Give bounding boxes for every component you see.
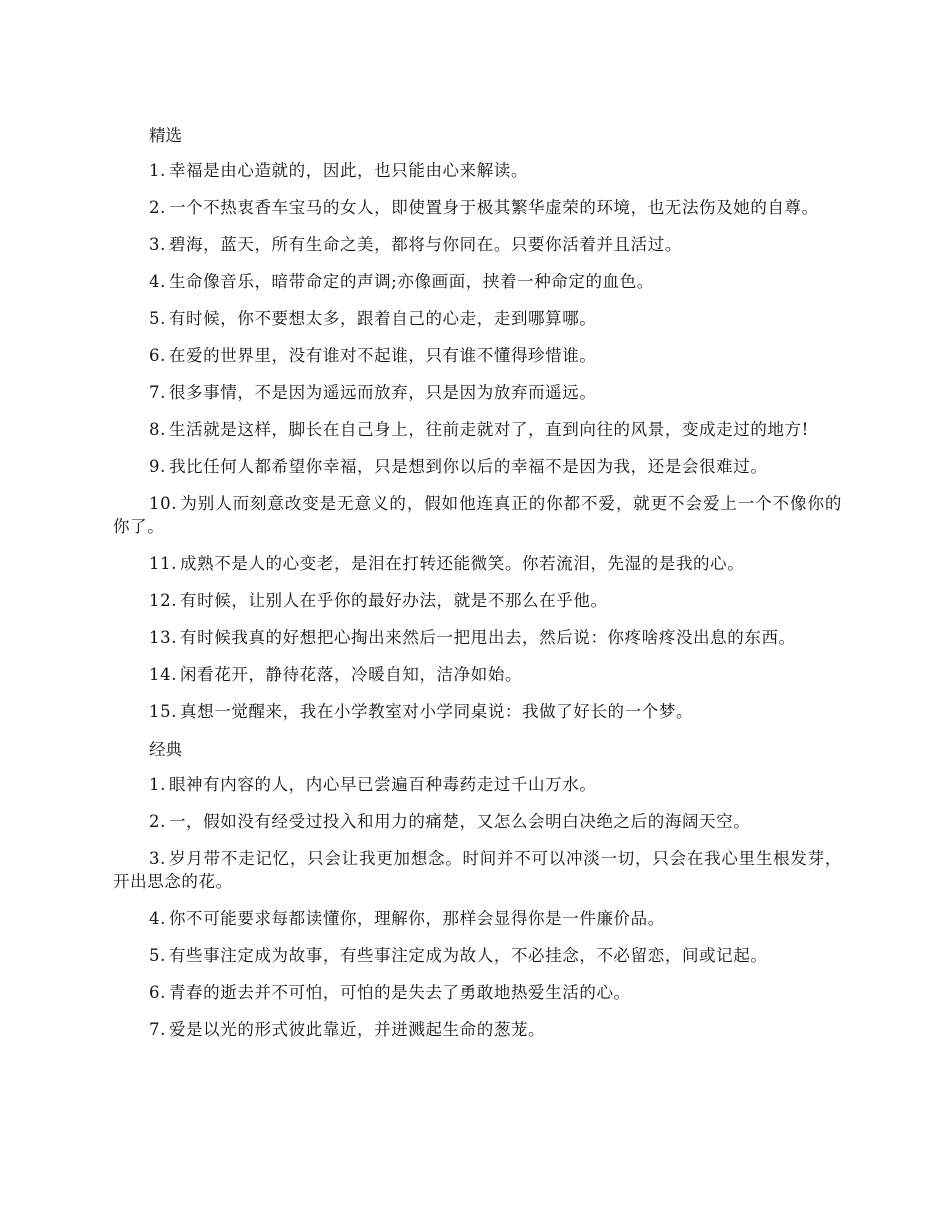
list-item	[113, 773, 842, 796]
item-text: 青春的逝去并不可怕，可怕的是失去了勇敢地热爱生活的心。	[168, 983, 631, 1002]
item-text: 很多事情，不是因为遥远而放弃，只是因为放弃而遥远。	[168, 383, 597, 402]
item-text: 为别人而刻意改变是无意义的，假如他连真正的你都不爱，就更不会爱上一个不像你的你了。	[113, 494, 842, 536]
item-text: 在爱的世界里，没有谁对不起谁，只有谁不懂得珍惜谁。	[168, 346, 597, 365]
item-number: 3.	[149, 235, 166, 254]
item-number: 13.	[149, 628, 178, 647]
item-text: 碧海，蓝天，所有生命之美，都将与你同在。只要你活着并且活过。	[168, 235, 682, 254]
section-heading: 精选	[149, 126, 182, 145]
list-item	[113, 307, 842, 330]
item-text: 一个不热衷香车宝马的女人，即使置身于极其繁华虚荣的环境，也无法伤及她的自尊。	[168, 198, 819, 217]
section-classic	[113, 737, 842, 1041]
item-text: 幸福是由心造就的，因此，也只能由心来解读。	[168, 161, 529, 180]
item-number: 7.	[149, 383, 166, 402]
item-text: 生活就是这样，脚长在自己身上，往前走就对了，直到向往的风景，变成走过的地方!	[168, 420, 809, 439]
list-item	[113, 626, 842, 649]
item-text: 爱是以光的形式彼此靠近，并迸溅起生命的葱茏。	[168, 1020, 546, 1039]
item-number: 2.	[149, 198, 166, 217]
item-text: 真想一觉醒来，我在小学教室对小学同桌说：我做了好长的一个梦。	[180, 702, 694, 721]
section-heading: 经典	[149, 740, 182, 759]
list-item	[113, 589, 842, 612]
list-item	[113, 270, 842, 293]
item-number: 7.	[149, 1020, 166, 1039]
item-number: 5.	[149, 946, 166, 965]
item-text: 成熟不是人的心变老，是泪在打转还能微笑。你若流泪，先湿的是我的心。	[180, 554, 745, 573]
item-text: 有时候，你不要想太多，跟着自己的心走，走到哪算哪。	[168, 309, 597, 328]
item-number: 9.	[149, 457, 166, 476]
list-item	[113, 810, 842, 833]
list-item	[113, 233, 842, 256]
item-number: 5.	[149, 309, 166, 328]
item-number: 8.	[149, 420, 166, 439]
list-item	[113, 907, 842, 930]
item-number: 3.	[149, 849, 166, 868]
list-item	[113, 847, 842, 893]
item-number: 10.	[149, 494, 178, 513]
item-number: 6.	[149, 346, 166, 365]
item-number: 6.	[149, 983, 166, 1002]
list-item	[113, 159, 842, 182]
item-number: 1.	[149, 775, 166, 794]
section-featured	[113, 123, 842, 723]
item-text: 生命像音乐，暗带命定的声调;亦像画面，挟着一种命定的血色。	[168, 272, 654, 291]
item-text: 有时候我真的好想把心掏出来然后一把甩出去，然后说：你疼啥疼没出息的东西。	[180, 628, 796, 647]
list-item	[113, 418, 842, 441]
list-item	[113, 944, 842, 967]
item-text: 眼神有内容的人，内心早已尝遍百种毒药走过千山万水。	[168, 775, 597, 794]
item-text: 闲看花开，静待花落，冷暖自知，洁净如始。	[180, 665, 523, 684]
item-text: 一，假如没有经受过投入和用力的痛楚，又怎么会明白决绝之后的海阔天空。	[168, 812, 751, 831]
item-number: 4.	[149, 909, 166, 928]
list-item	[113, 1018, 842, 1041]
item-text: 岁月带不走记忆，只会让我更加想念。时间并不可以冲淡一切，只会在我心里生根发芽，开出思念的花。	[113, 849, 842, 891]
list-item	[113, 196, 842, 219]
list-item	[113, 700, 842, 723]
list-item	[113, 344, 842, 367]
item-text: 有些事注定成为故事，有些事注定成为故人，不必挂念，不必留恋，间或记起。	[168, 946, 768, 965]
item-text: 你不可能要求每都读懂你，理解你，那样会显得你是一件廉价品。	[168, 909, 665, 928]
item-text: 有时候，让别人在乎你的最好办法，就是不那么在乎他。	[180, 591, 608, 610]
list-item	[113, 552, 842, 575]
item-text: 我比任何人都希望你幸福，只是想到你以后的幸福不是因为我，还是会很难过。	[168, 457, 768, 476]
item-number: 1.	[149, 161, 166, 180]
item-number: 14.	[149, 665, 178, 684]
list-item	[113, 381, 842, 404]
list-item	[113, 981, 842, 1004]
item-number: 2.	[149, 812, 166, 831]
list-item	[113, 492, 842, 538]
list-item	[113, 455, 842, 478]
item-number: 15.	[149, 702, 178, 721]
item-number: 11.	[149, 554, 178, 573]
item-number: 12.	[149, 591, 178, 610]
item-number: 4.	[149, 272, 166, 291]
list-item	[113, 663, 842, 686]
